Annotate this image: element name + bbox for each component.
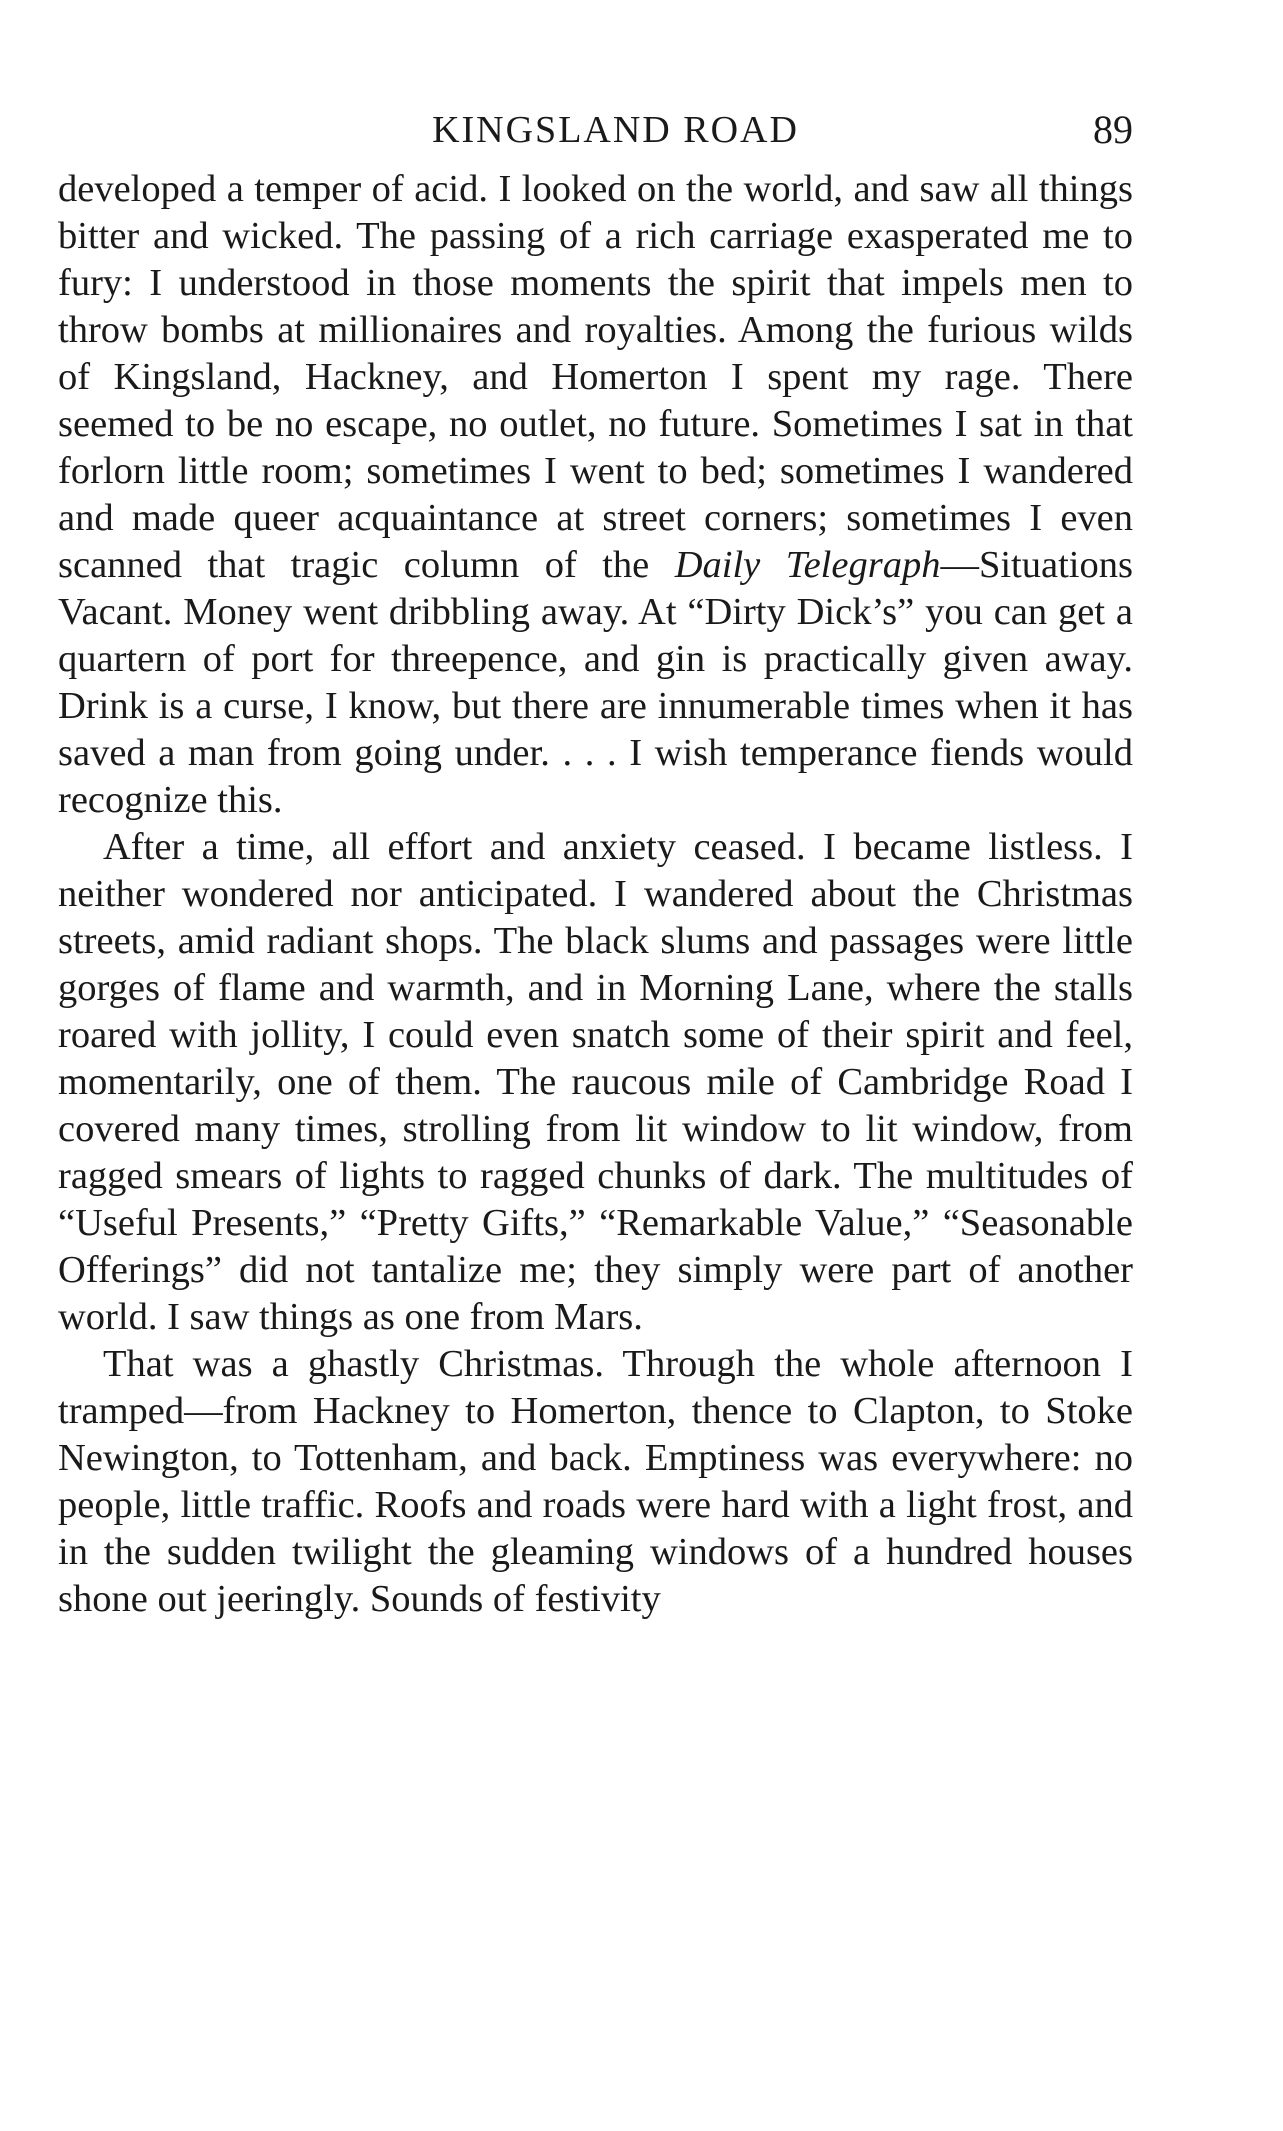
newspaper-title: Daily Telegraph: [674, 544, 941, 586]
book-page: [58, 100, 1133, 1623]
running-head: KINGSLAND ROAD: [432, 109, 799, 151]
page-header: [58, 100, 1133, 160]
paragraph-1: [58, 166, 1133, 824]
body-text: [58, 166, 1133, 1623]
page-number: 89: [1093, 107, 1133, 152]
paragraph-1-text-b: —Situations Vacant. Money went dribbling away. At “Dirty Dick’s” you can get a quartern of port for threepence, and gin is practically given away. Drink is a curse, I know, but there are innumerable times when it has saved a man from going under. . . . I wish temperance fiends would recognize this.: [58, 544, 1133, 821]
paragraph-3: That was a ghastly Christmas. Through the whole afternoon I tramped—from Hackney to Homerton, thence to Clapton, to Stoke Newington, to Tottenham, and back. Emptiness was everywhere: no people, little traffic. Roofs and roads were hard with a light frost, and in the sudden twilight the gleaming windows of a hundred houses shone out jeeringly. Sounds of festivity: [58, 1343, 1133, 1620]
paragraph-2: After a time, all effort and anxiety ceased. I became listless. I neither wondered nor anticipated. I wandered about the Christmas streets, amid radiant shops. The black slums and passages were little gorges of flame and warmth, and in Morning Lane, where the stalls roared with jollity, I could even snatch some of their spirit and feel, momentarily, one of them. The raucous mile of Cambridge Road I covered many times, strolling from lit window to lit window, from ragged smears of lights to ragged chunks of dark. The multitudes of “Useful Presents,” “Pretty Gifts,” “Remarkable Value,” “Seasonable Offerings” did not tantalize me; they simply were part of another world. I saw things as one from Mars.: [58, 826, 1133, 1338]
paragraph-1-text-a: developed a temper of acid. I looked on the world, and saw all things bitter and wicked. The passing of a rich carriage exasperated me to fury: I understood in those moments the spirit that impels men to throw bombs at millionaires and royalties. Among the furious wilds of Kingsland, Hackney, and Homerton I spent my rage. There seemed to be no escape, no outlet, no future. Sometimes I sat in that forlorn little room; sometimes I went to bed; sometimes I wandered and made queer acquaintance at street corners; sometimes I even scanned that tragic column of the: [58, 168, 1133, 586]
